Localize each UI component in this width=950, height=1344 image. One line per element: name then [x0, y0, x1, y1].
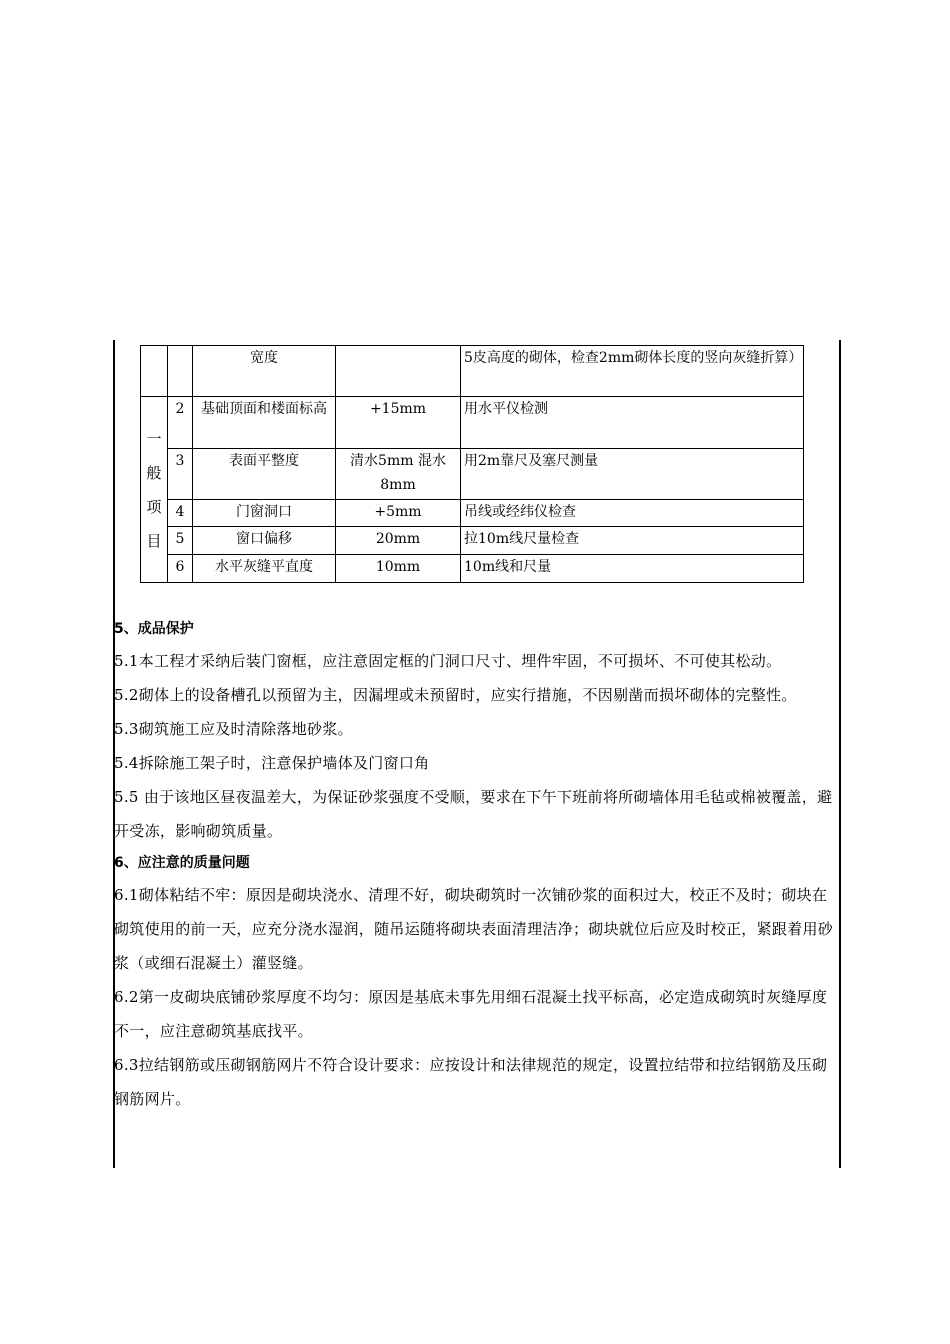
method-cell: 拉10m线尺量检查	[461, 527, 804, 555]
paragraph-6-1: 6.1砌体粘结不牢：原因是砌块浇水、清理不好，砌块砌筑时一次铺砂浆的面积过大，校正不及时；砌块在砌筑使用的前一天，应充分浇水湿润，随吊运随将砌块表面清理洁净；砌块就位后应及时校正，紧跟着用砂浆（或细石混凝土）灌竖缝。	[114, 886, 834, 972]
item-cell: 水平灰缝平直度	[193, 555, 336, 583]
paragraph-5-5: 5.5 由于该地区昼夜温差大，为保证砂浆强度不受顺，要求在下午下班前将所砌墙体用毛毡或棉被覆盖，避开受冻，影响砌筑质量。	[114, 788, 833, 840]
table-row	[141, 555, 804, 583]
table-row	[141, 397, 804, 449]
item-cell: 门窗洞口	[193, 500, 336, 527]
method-cell: 10m线和尺量	[461, 555, 804, 583]
item-cell: 表面平整度	[193, 449, 336, 500]
quality-table	[140, 345, 804, 583]
row-number: 5	[168, 527, 193, 555]
row-number: 4	[168, 500, 193, 527]
row-number	[168, 346, 193, 397]
deviation-cell: +15mm	[336, 397, 461, 449]
deviation-cell: 10mm	[336, 555, 461, 583]
method-cell: 用2m靠尺及塞尺测量	[461, 449, 804, 500]
category-cell	[141, 397, 168, 583]
table-row	[141, 346, 804, 397]
deviation-cell	[336, 346, 461, 397]
paragraph-6-2: 6.2第一皮砌块底铺砂浆厚度不均匀：原因是基底未事先用细石混凝土找平标高，必定造成砌筑时灰缝厚度不一，应注意砌筑基底找平。	[114, 988, 828, 1040]
deviation-cell: 20mm	[336, 527, 461, 555]
paragraph-5-2: 5.2砌体上的设备槽孔以预留为主，因漏埋或未预留时，应实行措施，不因剔凿而损坏砌体的完整性。	[114, 686, 797, 704]
category-cell-top	[141, 346, 168, 397]
method-cell: 用水平仪检测	[461, 397, 804, 449]
item-cell: 宽度	[193, 346, 336, 397]
method-cell: 吊线或经纬仪检查	[461, 500, 804, 527]
item-cell: 窗口偏移	[193, 527, 336, 555]
table-row	[141, 527, 804, 555]
item-cell: 基础顶面和楼面标高	[193, 397, 336, 449]
paragraph-5-3: 5.3砌筑施工应及时清除落地砂浆。	[114, 720, 353, 738]
deviation-cell: +5mm	[336, 500, 461, 527]
section-heading-6: 6、应注意的质量问题	[114, 855, 250, 871]
paragraph-5-4: 5.4拆除施工架子时，注意保护墙体及门窗口角	[114, 754, 430, 772]
section-heading-5: 5、成品保护	[114, 621, 194, 637]
row-number: 2	[168, 397, 193, 449]
paragraph-6-3: 6.3拉结钢筋或压砌钢筋网片不符合设计要求：应按设计和法律规范的规定，设置拉结带和拉结钢筋及压砌钢筋网片。	[114, 1056, 828, 1108]
paragraph-5-1: 5.1本工程才采纳后装门窗框，应注意固定框的门洞口尺寸、埋件牢固，不可损坏、不可使其松动。	[114, 652, 782, 670]
document-body	[114, 614, 839, 1116]
deviation-cell: 清水5mm 混水8mm	[336, 449, 461, 500]
table-row	[141, 449, 804, 500]
method-cell: 5皮高度的砌体，检查2mm砌体长度的竖向灰缝折算）	[461, 346, 804, 397]
category-label: 一 般 项 目	[146, 429, 162, 550]
table-row	[141, 500, 804, 527]
row-number: 6	[168, 555, 193, 583]
row-number: 3	[168, 449, 193, 500]
